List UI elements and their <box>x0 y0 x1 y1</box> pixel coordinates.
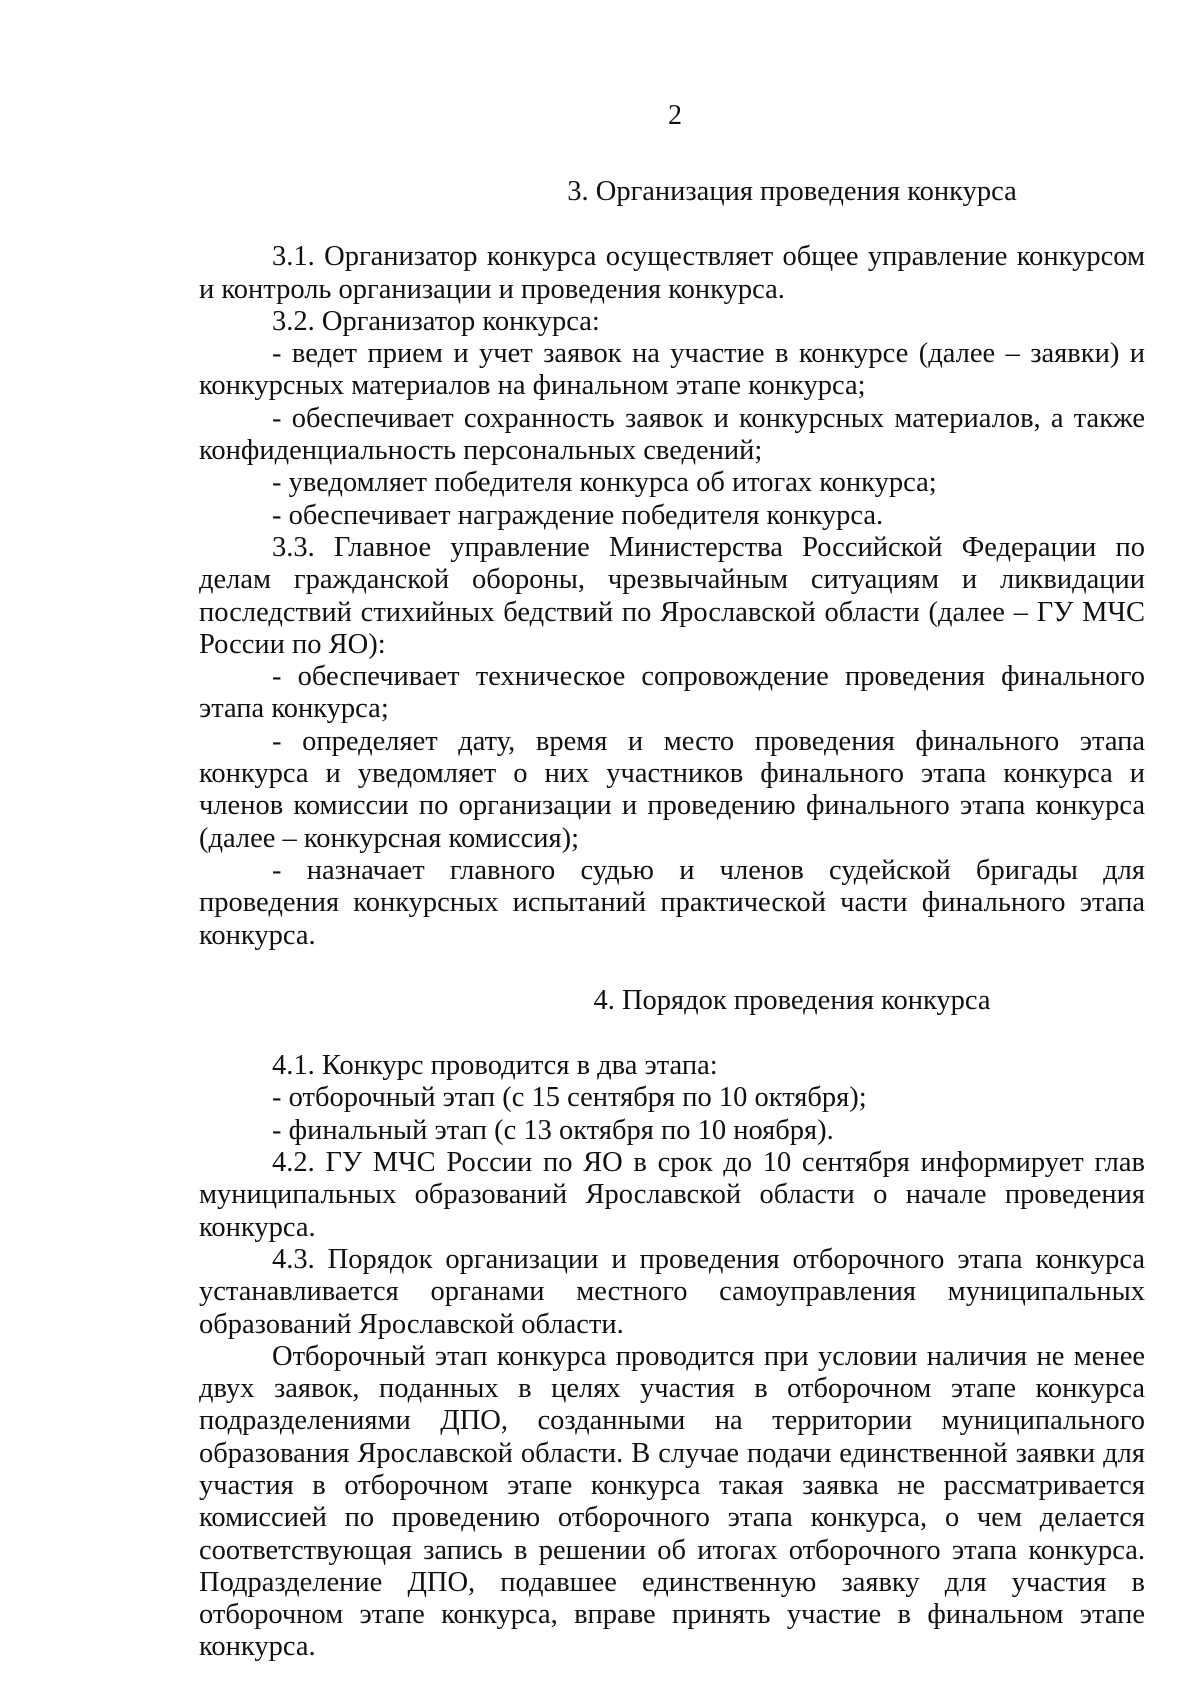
paragraph-4-1: 4.1. Конкурс проводится в два этапа: <box>272 1050 718 1082</box>
list-item-3-3-b: - определяет дату, время и место проведения финального этапа конкурса и уведомляет о них участников финального этапа конкурса и членов комиссии по организации и проведению финального этапа конкурса (далее – конкурсная комиссия); <box>199 725 1145 854</box>
page-number: 2 <box>668 100 682 131</box>
paragraph-3-3: 3.3. Главное управление Министерства Российской Федерации по делам гражданской обороны, чрезвычайным ситуациям и ликвидации последствий стихийных бедствий по Ярославской области (далее – ГУ МЧС России по ЯО): <box>199 531 1145 660</box>
list-item-3-2-d: - обеспечивает награждение победителя конкурса. <box>272 499 884 531</box>
paragraph-3-1: 3.1. Организатор конкурса осуществляет общее управление конкурсом и контроль организации и проведения конкурса. <box>199 241 1145 305</box>
section-4-heading: 4. Порядок проведения конкурса <box>593 984 991 1016</box>
paragraph-4-3-selection: Отборочный этап конкурса проводится при условии наличия не менее двух заявок, поданных в целях участия в отборочном этапе конкурса подразделениями ДПО, созданными на территории муниципального образования Ярославской области. В случае подачи единственной заявки для участия в отборочном этапе конкурса такая заявка не рассматривается комиссией по проведению отборочного этапа конкурса, о чем делается соответствующая запись в решении об итогах отборочного этапа конкурса. Подразделение ДПО, подавшее единственную заявку для участия в отборочном этапе конкурса, вправе принять участие в финальном этапе конкурса. <box>199 1340 1145 1663</box>
section-3-heading: 3. Организация проведения конкурса <box>567 176 1017 207</box>
paragraph-3-2: 3.2. Организатор конкурса: <box>272 305 600 337</box>
paragraph-4-2: 4.2. ГУ МЧС России по ЯО в срок до 10 сентября информирует глав муниципальных образований Ярославской области о начале проведения конкурса. <box>199 1147 1145 1243</box>
list-item-3-2-b: - обеспечивает сохранность заявок и конкурсных материалов, а также конфиденциальность персональных сведений; <box>199 402 1145 467</box>
list-item-4-1-a: - отборочный этап (с 15 сентября по 10 октября); <box>272 1082 867 1114</box>
list-item-3-2-a: - ведет прием и учет заявок на участие в конкурсе (далее – заявки) и конкурсных материалов на финальном этапе конкурса; <box>199 338 1145 402</box>
list-item-4-1-b: - финальный этап (с 13 октября по 10 ноября). <box>272 1114 834 1146</box>
list-item-3-2-c: - уведомляет победителя конкурса об итогах конкурса; <box>272 467 937 499</box>
list-item-3-3-c: - назначает главного судью и членов судейской бригады для проведения конкурсных испытаний практической части финального этапа конкурса. <box>199 854 1145 951</box>
document-body <box>199 176 1145 1664</box>
paragraph-4-3: 4.3. Порядок организации и проведения отборочного этапа конкурса устанавливается органами местного самоуправления муниципальных образований Ярославской области. <box>199 1243 1145 1340</box>
list-item-3-3-a: - обеспечивает техническое сопровождение проведения финального этапа конкурса; <box>199 661 1145 725</box>
